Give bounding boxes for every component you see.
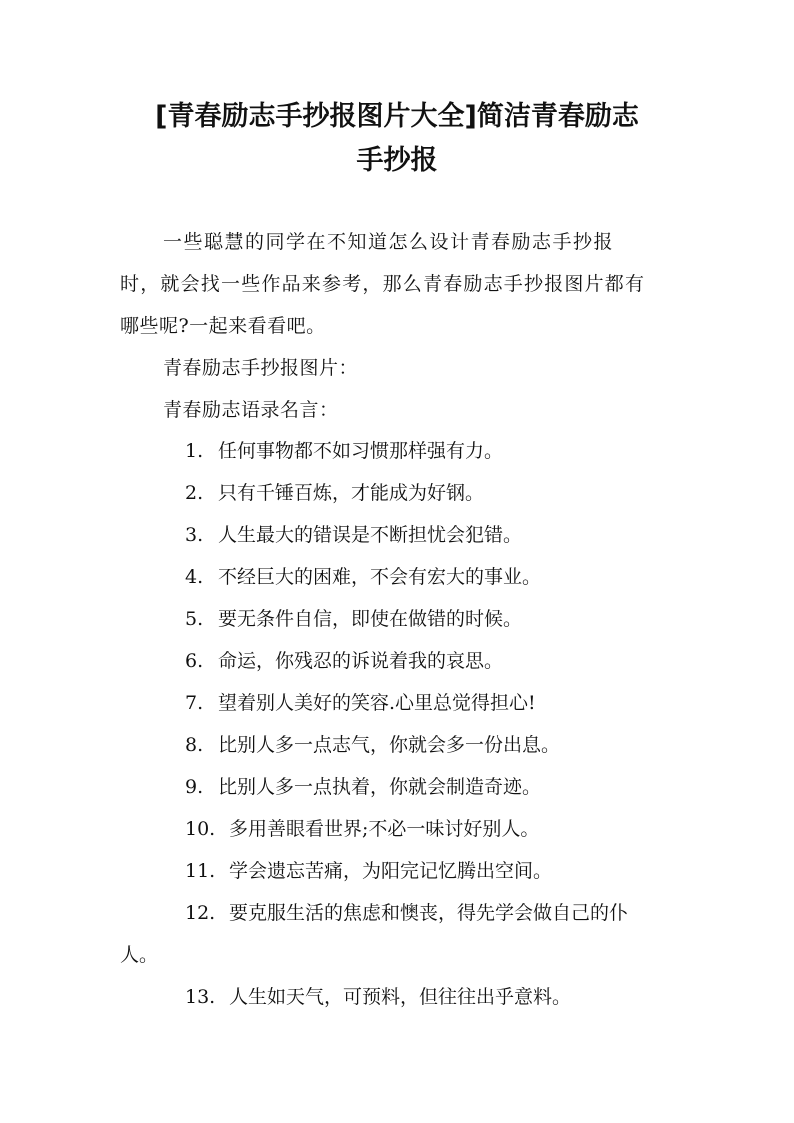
list-item-text: 望着别人美好的笑容.心里总觉得担心! — [218, 692, 536, 714]
list-item-number: 8. — [185, 734, 204, 756]
document-title-line-2: 手抄报 — [356, 145, 438, 176]
list-item-number: 7. — [185, 692, 204, 714]
list-item-number: 3. — [185, 524, 204, 546]
intro-paragraph-line-1: 一些聪慧的同学在不知道怎么设计青春励志手抄报 — [163, 231, 615, 253]
intro-paragraph-line-3: 哪些呢?一起来看看吧。 — [120, 315, 326, 337]
list-item-text: 只有千锤百炼，才能成为好钢。 — [218, 482, 485, 504]
list-item-number: 13. — [185, 986, 216, 1008]
intro-paragraph-line-2: 时，就会找一些作品来参考，那么青春励志手抄报图片都有 — [120, 273, 646, 295]
section-heading-pictures: 青春励志手抄报图片： — [163, 357, 359, 379]
list-item-number: 6. — [185, 650, 204, 672]
list-item-continuation: 人。 — [120, 944, 159, 966]
list-item-text: 要无条件自信，即使在做错的时候。 — [218, 608, 523, 630]
document-title-line-1: [青春励志手抄报图片大全]简洁青春励志 — [155, 101, 639, 132]
list-item-text: 人生最大的错误是不断担忧会犯错。 — [218, 524, 523, 546]
list-item-text: 多用善眼看世界;不必一味讨好别人。 — [229, 818, 540, 840]
list-item-text: 学会遗忘苦痛，为阳完记忆腾出空间。 — [229, 860, 553, 882]
section-heading-quotes: 青春励志语录名言： — [163, 399, 339, 421]
list-item-number: 1. — [185, 440, 204, 462]
list-item-text: 命运，你残忍的诉说着我的哀思。 — [218, 650, 504, 672]
list-item-number: 5. — [185, 608, 204, 630]
list-item-number: 2. — [185, 482, 204, 504]
list-item-number: 9. — [185, 776, 204, 798]
list-item-text: 比别人多一点志气，你就会多一份出息。 — [218, 734, 561, 756]
list-item-text: 比别人多一点执着，你就会制造奇迹。 — [218, 776, 542, 798]
list-item-text: 任何事物都不如习惯那样强有力。 — [218, 440, 504, 462]
list-item-number: 10. — [185, 818, 216, 840]
list-item-text: 不经巨大的困难，不会有宏大的事业。 — [218, 566, 542, 588]
list-item-number: 12. — [185, 902, 216, 924]
list-item-number: 4. — [185, 566, 204, 588]
list-item-text: 人生如天气，可预料，但往往出乎意料。 — [229, 986, 572, 1008]
list-item-number: 11. — [185, 860, 216, 882]
list-item-text: 要克服生活的焦虑和懊丧，得先学会做自己的仆 — [229, 902, 629, 924]
